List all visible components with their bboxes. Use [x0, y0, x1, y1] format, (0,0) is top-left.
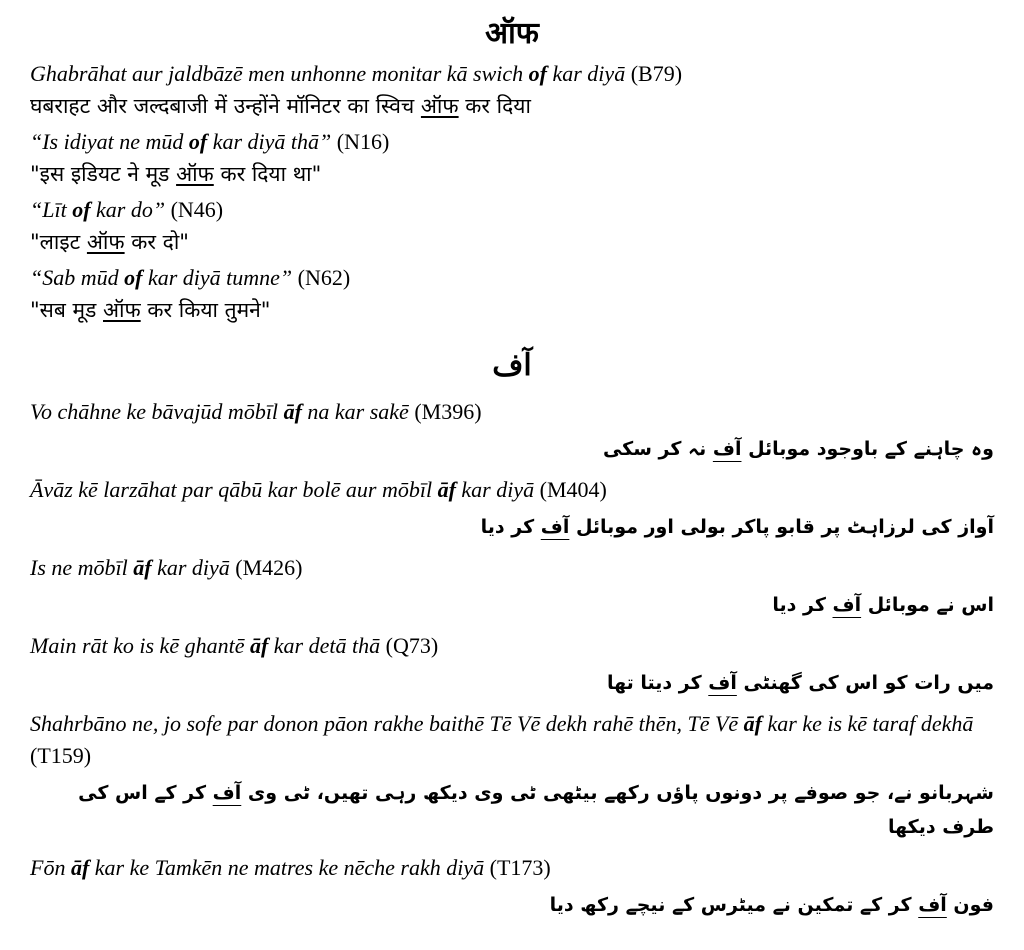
source-code: (M396) [408, 399, 482, 424]
source-code: (N62) [292, 265, 351, 290]
keyword: āf [70, 855, 90, 880]
transliteration-line: “Is idiyat ne mūd of kar diyā thā” (N16) [30, 129, 390, 154]
keyword-underlined: ऑफ [86, 230, 125, 254]
urdu-line: وہ چاہنے کے باوجود موبائل آف نہ کر سکی [602, 438, 994, 460]
transliteration-line: Shahrbāno ne, jo sofe par donon pāon rakhe baithē Tē Vē dekh rahē thēn, Tē Vē āf kar ke is kē taraf dekhā (T159) [30, 711, 974, 768]
entry-m404 [30, 474, 994, 544]
entry-m426 [30, 552, 994, 622]
keyword: āf [133, 555, 152, 580]
keyword-underlined: آف [212, 782, 242, 804]
section-heading-urdu: آف [492, 348, 532, 383]
keyword-underlined: ऑफ [103, 298, 141, 322]
transliteration-line: Main rāt ko is kē ghantē āf kar detā thā (Q73) [30, 633, 439, 658]
entry-n62 [30, 262, 994, 326]
keyword: āf [743, 711, 762, 736]
source-code: (T173) [484, 855, 551, 880]
section-hindi [30, 0, 994, 326]
entry-n46 [30, 194, 994, 258]
keyword: of [72, 197, 91, 222]
transliteration-line: Fōn āf kar ke Tamkēn ne matres ke nēche rakh diyā (T173) [30, 855, 551, 880]
urdu-line: شہربانو نے، جو صوفے پر دونوں پاؤں رکھے بیٹھی ٹی وی دیکھ رہی تھیں، ٹی وی آف کر کے اس کی طرف دیکھا [78, 782, 994, 838]
keyword: āf [437, 477, 456, 502]
entry-m396 [30, 396, 994, 466]
keyword-underlined: آف [708, 672, 737, 694]
keyword: of [528, 61, 547, 86]
keyword-underlined: آف [712, 438, 742, 460]
section-urdu [30, 330, 994, 922]
source-code: (Q73) [380, 633, 439, 658]
source-code: (N16) [331, 129, 390, 154]
keyword: of [188, 129, 208, 154]
hindi-line: "इस इडियट ने मूड ऑफ कर दिया था" [30, 162, 322, 186]
transliteration-line: Is ne mōbīl āf kar diyā (M426) [30, 555, 303, 580]
entry-t159 [30, 708, 994, 844]
keyword-underlined: ऑफ [176, 162, 214, 186]
keyword-underlined: آف [918, 894, 947, 916]
entry-b79 [30, 58, 994, 122]
urdu-line: میں رات کو اس کی گھنٹی آف کر دیتا تھا [606, 672, 994, 694]
transliteration-line: Āvāz kē larzāhat par qābū kar bolē aur mōbīl āf kar diyā (M404) [30, 477, 607, 502]
source-code: (M426) [229, 555, 303, 580]
keyword-underlined: ऑफ [420, 94, 459, 118]
transliteration-line: Ghabrāhat aur jaldbāzē men unhonne monitar kā swich of kar diyā (B79) [30, 61, 683, 86]
hindi-line: "लाइट ऑफ कर दो" [30, 230, 189, 254]
section-heading-hindi: ऑफ [485, 16, 539, 51]
urdu-line: آواز کی لرزاہٹ پر قابو پاکر بولی اور موبائل آف کر دیا [480, 516, 994, 538]
entry-n16 [30, 126, 994, 190]
transliteration-line: Vo chāhne ke bāvajūd mōbīl āf na kar sakē (M396) [30, 399, 482, 424]
entry-t173 [30, 852, 994, 922]
urdu-line: اس نے موبائل آف کر دیا [772, 594, 994, 616]
hindi-line: घबराहट और जल्दबाजी में उन्होंने मॉनिटर का स्विच ऑफ कर दिया [30, 94, 531, 118]
transliteration-line: “Sab mūd of kar diyā tumne” (N62) [30, 265, 351, 290]
source-code: (M404) [534, 477, 607, 502]
keyword-underlined: آف [832, 594, 862, 616]
transliteration-line: “Līt of kar do” (N46) [30, 197, 224, 222]
keyword: āf [283, 399, 302, 424]
entry-q73 [30, 630, 994, 700]
source-code: (N46) [165, 197, 224, 222]
urdu-line: فون آف کر کے تمکین نے میٹرس کے نیچے رکھ دیا [549, 894, 994, 916]
keyword-underlined: آف [540, 516, 570, 538]
source-code: (T159) [30, 743, 92, 768]
hindi-line: "सब मूड ऑफ कर किया तुमने" [30, 298, 271, 322]
keyword: āf [249, 633, 269, 658]
source-code: (B79) [625, 61, 683, 86]
keyword: of [124, 265, 143, 290]
